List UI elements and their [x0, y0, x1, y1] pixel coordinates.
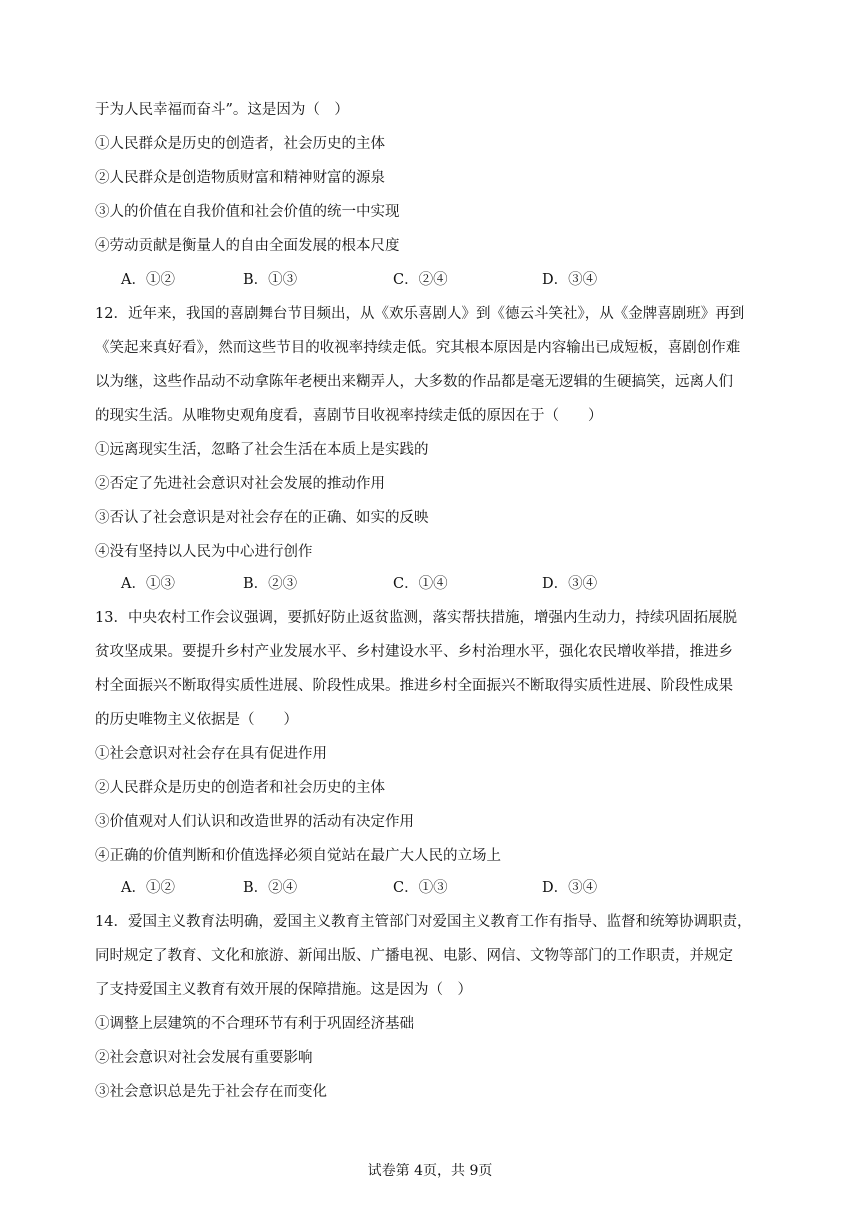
- q12-item-1: ①远离现实生活，忽略了社会生活在本质上是实践的: [95, 442, 429, 458]
- q14-stem-line-3: 了支持爱国主义教育有效开展的保障措施。这是因为（ ）: [95, 982, 472, 998]
- q13-stem-line-4: 的历史唯物主义依据是（ ）: [95, 712, 298, 728]
- q12-option-b: B．②③: [243, 576, 298, 592]
- q14-item-2: ②社会意识对社会发展有重要影响: [95, 1050, 313, 1066]
- q13-stem-line-3: 村全面振兴不断取得实质性进展、阶段性成果。推进乡村全面振兴不断取得实质性进展、阶段性成果: [95, 678, 733, 694]
- q12-item-3: ③否认了社会意识是对社会存在的正确、如实的反映: [95, 510, 429, 526]
- q14-item-1: ①调整上层建筑的不合理环节有利于巩固经济基础: [95, 1016, 414, 1032]
- page-footer: 试卷第 4页，共 9页: [367, 1163, 493, 1179]
- q11-item-3: ③人的价值在自我价值和社会价值的统一中实现: [95, 204, 400, 220]
- q13-option-c: C．①③: [393, 880, 448, 896]
- q13-item-4: ④正确的价值判断和价值选择必须自觉站在最广大人民的立场上: [95, 848, 501, 864]
- q14-stem-line-2: 同时规定了教育、文化和旅游、新闻出版、广播电视、电影、网信、文物等部门的工作职责，并规定: [95, 948, 733, 964]
- q12-stem-line-2: 《笑起来真好看》，然而这些节目的收视率持续走低。究其根本原因是内容输出已成短板，喜剧创作难: [95, 340, 741, 356]
- q13-stem-line-2: 贫攻坚成果。要提升乡村产业发展水平、乡村建设水平、乡村治理水平，强化农民增收举措，推进乡: [95, 644, 733, 660]
- q14-item-3: ③社会意识总是先于社会存在而变化: [95, 1084, 327, 1100]
- q11-item-1: ①人民群众是历史的创造者，社会历史的主体: [95, 136, 385, 152]
- q12-option-a: A．①③: [121, 576, 175, 592]
- q12-stem-line-4: 的现实生活。从唯物史观角度看，喜剧节目收视率持续走低的原因在于（ ）: [95, 408, 603, 424]
- q11-option-d: D．③④: [542, 272, 598, 288]
- q12-stem-line-3: 以为继，这些作品动不动拿陈年老梗出来糊弄人，大多数的作品都是毫无逻辑的生硬搞笑，远离人们: [95, 374, 733, 390]
- q11-option-b: B．①③: [243, 272, 298, 288]
- q12-item-4: ④没有坚持以人民为中心进行创作: [95, 544, 313, 560]
- q11-item-2: ②人民群众是创造物质财富和精神财富的源泉: [95, 170, 385, 186]
- q14-stem-line-1: 14．爱国主义教育法明确，爱国主义教育主管部门对爱国主义教育工作有指导、监督和统筹协调职责，: [95, 914, 752, 930]
- q13-option-b: B．②④: [243, 880, 298, 896]
- q13-item-3: ③价值观对人们认识和改造世界的活动有决定作用: [95, 814, 414, 830]
- q12-option-d: D．③④: [542, 576, 598, 592]
- q13-item-2: ②人民群众是历史的创造者和社会历史的主体: [95, 780, 385, 796]
- q13-option-d: D．③④: [542, 880, 598, 896]
- q12-option-c: C．①④: [393, 576, 448, 592]
- q11-item-4: ④劳动贡献是衡量人的自由全面发展的根本尺度: [95, 238, 400, 254]
- q11-option-c: C．②④: [393, 272, 448, 288]
- q13-item-1: ①社会意识对社会存在具有促进作用: [95, 746, 327, 762]
- q11-option-a: A．①②: [121, 272, 175, 288]
- q13-option-a: A．①②: [121, 880, 175, 896]
- q12-stem-line-1: 12．近年来，我国的喜剧舞台节目频出，从《欢乐喜剧人》到《德云斗笑社》，从《金牌喜剧班》再到: [95, 306, 745, 322]
- q12-item-2: ②否定了先进社会意识对社会发展的推动作用: [95, 476, 385, 492]
- q11-stem-tail: 于为人民幸福而奋斗”。这是因为（ ）: [95, 102, 349, 118]
- q13-stem-line-1: 13．中央农村工作会议强调，要抓好防止返贫监测，落实帮扶措施，增强内生动力，持续巩固拓展脱: [95, 610, 737, 626]
